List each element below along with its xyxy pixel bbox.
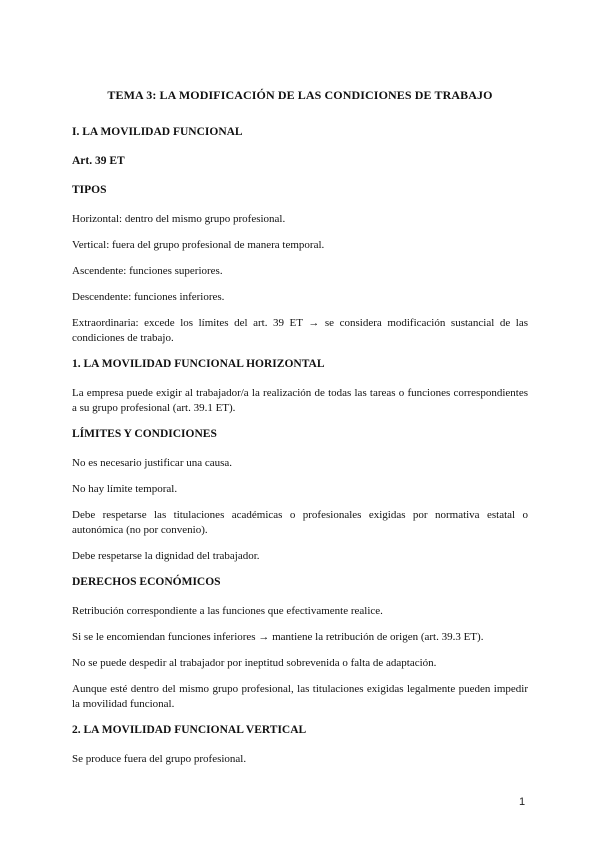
subsection-heading-horizontal: 1. LA MOVILIDAD FUNCIONAL HORIZONTAL [72, 358, 325, 370]
tipo-descendente: Descendente: funciones inferiores. [72, 291, 225, 303]
limite-item: No es necesario justificar una causa. [72, 457, 233, 469]
section-heading-movilidad-funcional: I. LA MOVILIDAD FUNCIONAL [72, 126, 243, 138]
limite-item: Debe respetarse la dignidad del trabajador. [72, 550, 260, 562]
horizontal-paragraph: La empresa puede exigir al trabajador/a la realización de todas las tareas o funciones correspondientes a su grupo profesional (art. 39.1 ET). [72, 387, 528, 414]
tipo-horizontal: Horizontal: dentro del mismo grupo profesional. [72, 213, 286, 225]
limite-item: Debe respetarse las titulaciones académicas o profesionales exigidas por normativa estatal o autonómica (no por convenio). [72, 509, 528, 536]
vertical-paragraph: Se produce fuera del grupo profesional. [72, 753, 247, 765]
subsection-heading-vertical: 2. LA MOVILIDAD FUNCIONAL VERTICAL [72, 724, 307, 736]
tipo-vertical: Vertical: fuera del grupo profesional de manera temporal. [72, 239, 325, 251]
derechos-heading: DERECHOS ECONÓMICOS [72, 576, 221, 588]
derecho-item: Retribución correspondiente a las funciones que efectivamente realice. [72, 605, 383, 617]
page-content [72, 88, 528, 778]
limites-heading: LÍMITES Y CONDICIONES [72, 428, 217, 440]
derecho-item: No se puede despedir al trabajador por ineptitud sobrevenida o falta de adaptación. [72, 657, 437, 669]
tipo-ascendente: Ascendente: funciones superiores. [72, 265, 223, 277]
tipos-heading: TIPOS [72, 184, 107, 196]
derecho-item: Si se le encomiendan funciones inferiores → mantiene la retribución de origen (art. 39.3 ET). [72, 631, 484, 643]
article-reference: Art. 39 ET [72, 155, 125, 167]
limite-item: No hay límite temporal. [72, 483, 178, 495]
derecho-item: Aunque esté dentro del mismo grupo profesional, las titulaciones exigidas legalmente pueden impedir la movilidad funcional. [72, 683, 528, 710]
tipo-extraordinaria: Extraordinaria: excede los límites del art. 39 ET → se considera modificación sustancial de las condiciones de trabajo. [72, 317, 528, 344]
document-title: TEMA 3: LA MODIFICACIÓN DE LAS CONDICIONES DE TRABAJO [107, 88, 493, 102]
page-number: 1 [518, 796, 526, 808]
